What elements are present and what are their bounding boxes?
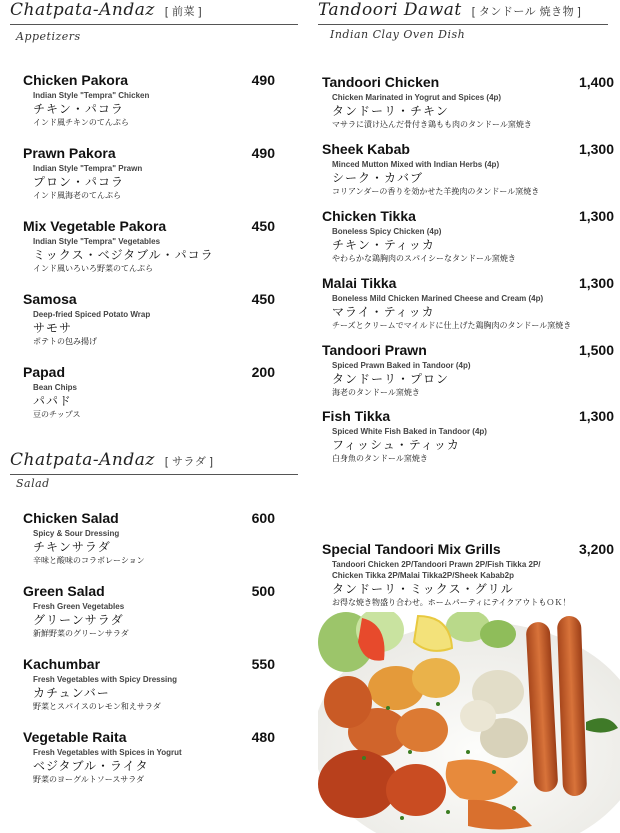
- item-description: Indian Style "Tempra" Prawn: [33, 164, 143, 173]
- item-description: Minced Mutton Mixed with Indian Herbs (4p): [332, 160, 500, 169]
- salad-title: [10, 450, 213, 470]
- appetizers-header: [10, 0, 298, 25]
- item-name: Chicken Salad: [23, 510, 119, 526]
- menu-item: [23, 145, 275, 201]
- item-name: Samosa: [23, 291, 77, 307]
- item-japanese-name: マライ・ティッカ: [332, 305, 435, 319]
- item-description: Deep-fried Spiced Potato Wrap: [33, 310, 151, 319]
- menu-item: [23, 510, 275, 566]
- item-name: Vegetable Raita: [23, 729, 127, 745]
- item-description: Boneless Spicy Chicken (4p): [332, 227, 442, 236]
- item-price: 200: [251, 364, 275, 380]
- tandoori-header: [318, 0, 608, 25]
- menu-item: [322, 74, 614, 130]
- item-japanese-name: カチュンバー: [33, 686, 110, 700]
- item-price: 1,500: [578, 342, 614, 358]
- item-japanese-description: 新鮮野菜のグリーンサラダ: [33, 629, 129, 638]
- item-name: Tandoori Chicken: [322, 74, 440, 90]
- item-name: Chicken Pakora: [23, 72, 129, 88]
- item-japanese-description: お得な焼き物盛り合わせ。ホームパーティにテイクアウトもＯＫ！: [332, 598, 571, 607]
- item-description: Bean Chips: [33, 383, 78, 392]
- item-description: Indian Style "Tempra" Chicken: [33, 91, 150, 100]
- item-price: 550: [251, 656, 275, 672]
- menu-item: [23, 291, 275, 347]
- item-description: Spicy & Sour Dressing: [33, 529, 120, 538]
- menu-item: [23, 218, 275, 274]
- tandoori-subtitle: Indian Clay Oven Dish: [330, 28, 466, 41]
- salad-title-text: Chatpata-Andaz: [10, 450, 155, 470]
- item-price: 3,200: [578, 541, 614, 557]
- appetizers-title: [10, 0, 202, 20]
- item-description: Fresh Vegetables with Spices in Yogrut: [33, 748, 182, 757]
- appetizers-title-text: Chatpata-Andaz: [10, 0, 155, 20]
- item-price: 490: [251, 72, 275, 88]
- item-japanese-name: ミックス・ベジタブル・パコラ: [33, 248, 214, 262]
- item-japanese-description: 野菜とスパイスのレモン和えサラダ: [33, 702, 161, 711]
- item-price: 1,300: [578, 208, 614, 224]
- item-japanese-name: タンドーリ・プロン: [332, 372, 450, 386]
- item-japanese-description: マサラに漬け込んだ骨付き鶏もも肉のタンドール窯焼き: [332, 120, 532, 129]
- item-name: Special Tandoori Mix Grills: [322, 541, 501, 557]
- item-japanese-description: やわらかな鶏胸肉のスパイシーなタンドール窯焼き: [332, 254, 516, 263]
- special-menu-item: [322, 541, 614, 608]
- item-description: Spiced Prawn Baked in Tandoor (4p): [332, 361, 471, 370]
- item-japanese-name: シーク・カバブ: [332, 171, 424, 185]
- menu-item: [322, 141, 614, 197]
- salad-tag: [ サラダ ]: [164, 456, 214, 468]
- tandoori-title-text: Tandoori Dawat: [318, 0, 462, 20]
- item-price: 490: [251, 145, 275, 161]
- item-price: 1,300: [578, 275, 614, 291]
- item-name: Papad: [23, 364, 66, 380]
- item-price: 500: [251, 583, 275, 599]
- item-japanese-name: チキンサラダ: [33, 540, 111, 554]
- item-japanese-name: プロン・パコラ: [33, 175, 125, 189]
- item-description: Chicken Marinated in Yogrut and Spices (4p): [332, 93, 502, 102]
- tandoori-tag: [ タンドール 焼き物 ]: [471, 6, 582, 18]
- item-japanese-description: 海老のタンドール窯焼き: [332, 388, 420, 397]
- item-japanese-description: ポテトの包み揚げ: [33, 337, 97, 346]
- item-name: Malai Tikka: [322, 275, 397, 291]
- item-name: Mix Vegetable Pakora: [23, 218, 167, 234]
- item-japanese-name: チキン・パコラ: [33, 102, 124, 116]
- menu-item: [322, 342, 614, 398]
- item-price: 1,400: [578, 74, 614, 90]
- item-name: Fish Tikka: [322, 408, 391, 424]
- item-description: Fresh Vegetables with Spicy Dressing: [33, 675, 178, 684]
- item-description: Boneless Mild Chicken Marined Cheese and Cream (4p): [332, 294, 544, 303]
- item-description: Fresh Green Vegetables: [33, 602, 125, 611]
- item-description: Spiced White Fish Baked in Tandoor (4p): [332, 427, 487, 436]
- item-japanese-description: インド風いろいろ野菜のてんぷら: [33, 264, 153, 273]
- menu-item: [322, 208, 614, 264]
- menu-item: [23, 729, 275, 785]
- item-japanese-description: 辛味と酸味のコラボレーション: [33, 556, 145, 565]
- item-name: Kachumbar: [23, 656, 101, 672]
- item-japanese-name: グリーンサラダ: [33, 613, 124, 627]
- item-name: Prawn Pakora: [23, 145, 116, 161]
- item-japanese-description: インド風チキンのてんぷら: [33, 118, 129, 127]
- item-name: Chicken Tikka: [322, 208, 416, 224]
- item-japanese-name: チキン・ティッカ: [332, 238, 435, 252]
- salad-header: [10, 450, 298, 475]
- item-price: 450: [251, 218, 275, 234]
- item-description: Indian Style "Tempra" Vegetables: [33, 237, 161, 246]
- item-japanese-name: サモサ: [33, 321, 73, 335]
- item-japanese-description: 野菜のヨーグルトソースサラダ: [33, 775, 145, 784]
- menu-item: [322, 275, 614, 331]
- item-japanese-name: ベジタブル・ライタ: [33, 759, 149, 773]
- menu-item: [23, 656, 275, 712]
- item-japanese-description: コリアンダーの香りを効かせた羊挽肉のタンドール窯焼き: [332, 187, 540, 196]
- item-japanese-name: タンドーリ・ミックス・グリル: [332, 582, 514, 596]
- item-price: 600: [251, 510, 275, 526]
- item-japanese-description: 白身魚のタンドール窯焼き: [332, 454, 428, 463]
- item-japanese-description: インド風海老のてんぷら: [33, 191, 121, 200]
- item-description-line-2: Chicken Tikka 2P/Malai Tikka2P/Sheek Kabab2p: [332, 571, 515, 580]
- menu-item: [23, 583, 275, 639]
- item-japanese-description: 豆のチップス: [33, 410, 81, 419]
- mixed-grill-platter-photo: [318, 612, 620, 833]
- menu-item: [23, 72, 275, 128]
- item-price: 480: [251, 729, 275, 745]
- item-price: 450: [251, 291, 275, 307]
- tandoori-title: [318, 0, 581, 20]
- item-japanese-name: パパド: [33, 394, 72, 408]
- salad-subtitle: Salad: [16, 477, 50, 490]
- item-japanese-name: フィッシュ・ティッカ: [332, 438, 460, 452]
- menu-item: [322, 408, 614, 464]
- item-japanese-name: タンドーリ・チキン: [332, 104, 449, 118]
- item-price: 1,300: [578, 141, 614, 157]
- item-price: 1,300: [578, 408, 614, 424]
- item-name: Sheek Kabab: [322, 141, 410, 157]
- item-description-line-1: Tandoori Chicken 2P/Tandoori Prawn 2P/Fish Tikka 2P/: [332, 560, 541, 569]
- appetizers-subtitle: Appetizers: [16, 30, 81, 43]
- item-name: Tandoori Prawn: [322, 342, 427, 358]
- item-name: Green Salad: [23, 583, 105, 599]
- menu-item: [23, 364, 275, 420]
- appetizers-tag: [ 前菜 ]: [164, 6, 203, 18]
- item-japanese-description: チーズとクリームでマイルドに仕上げた鶏胸肉のタンドール窯焼き: [332, 321, 572, 330]
